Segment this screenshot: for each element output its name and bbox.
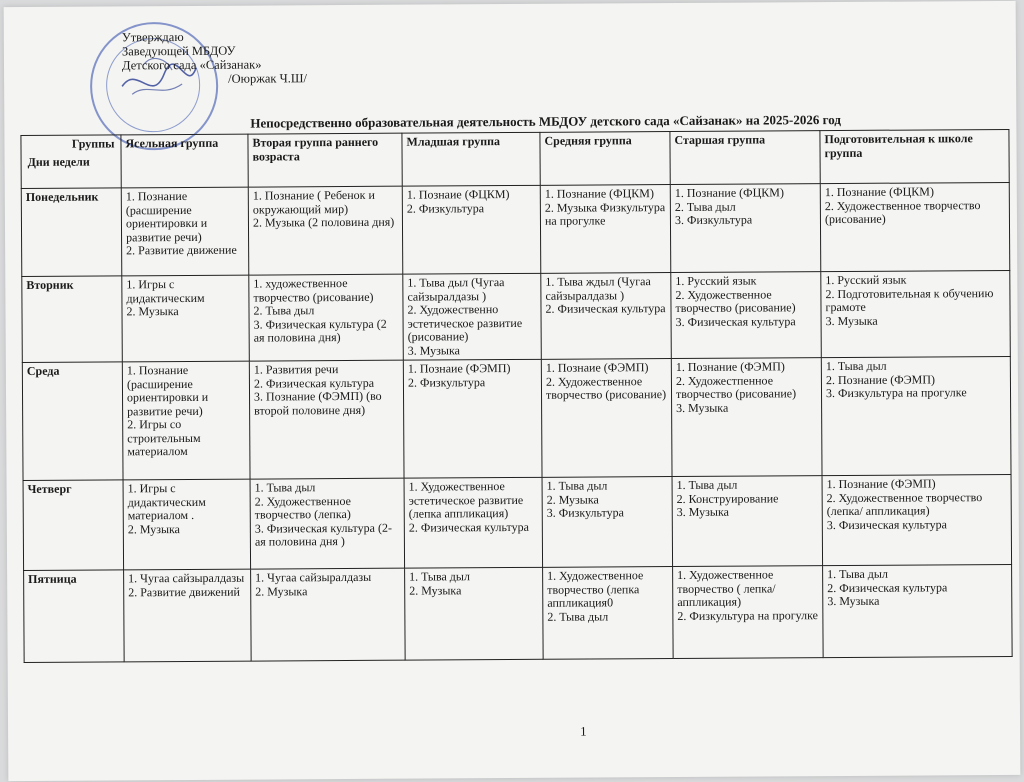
activity-item: 1. Тыва ждыл (Чугаа сайзыралдазы )	[545, 274, 651, 303]
activity-item: 3. Физкультура на прогулке	[825, 385, 967, 401]
activity-item: 1. Тыва дыл	[254, 480, 316, 495]
activity-item: 3. Музыка	[825, 313, 878, 328]
activity-cell	[122, 361, 250, 480]
activity-item: 1. Тыва дыл	[676, 477, 738, 492]
day-cell: Среда	[22, 362, 123, 481]
activity-item: 2. Познание (ФЭМП)	[825, 371, 936, 387]
activity-item: 2. Художественное творчество (рисование)	[675, 286, 796, 315]
activity-item: 2. Физкультура на прогулке	[677, 607, 819, 623]
group-header: Старшая группа	[670, 131, 820, 185]
activity-item: 2. Художестпенное творчество (рисование)	[675, 372, 797, 401]
activity-item: 2. Физкультура	[407, 374, 486, 390]
page-number: 1	[580, 723, 587, 739]
days-label: Дни недели	[27, 154, 90, 169]
activity-cell	[543, 567, 674, 660]
activity-cell	[123, 479, 251, 570]
activity-item: 2. Музыка (2 половина дня)	[252, 214, 395, 230]
activity-cell	[249, 274, 404, 361]
activity-item: 1. Художественное эстетическое развитие (лепка аппликация)	[408, 479, 524, 521]
group-header: Подготовительная к школе группа	[820, 129, 1009, 183]
approval-block	[122, 29, 307, 86]
activity-cell	[248, 186, 403, 275]
activity-item: 1. Чугаа сайзыралдазы	[128, 570, 245, 586]
groups-label: Группы	[71, 136, 115, 151]
group-header: Средняя группа	[540, 132, 670, 186]
activity-item: 1. Познание (ФЭМП)	[826, 476, 936, 492]
day-cell: Четверг	[23, 480, 124, 571]
activity-cell	[821, 356, 1011, 475]
activity-cell	[405, 567, 544, 660]
activity-item: 1. Познание (ФЦКМ)	[544, 186, 654, 201]
activity-cell	[670, 184, 821, 273]
activity-item: 2. Физическая культура	[827, 579, 948, 595]
activity-item: 2. Художественное творчество (рисование)	[545, 373, 667, 402]
corner-header-cell	[21, 135, 121, 189]
activity-item: 2. Физическая культура	[253, 375, 375, 391]
table-row	[24, 564, 1013, 662]
activity-item: 3. Познание (ФЭМП) (во второй половине дня)	[253, 388, 382, 418]
table-row	[23, 474, 1012, 570]
activity-item: 1. Познание (расширение ориентировки и развитие речи)	[125, 188, 208, 244]
activity-item: 1. Тыва дыл (Чугаа сайзыралдазы )	[407, 275, 505, 304]
activity-cell	[822, 474, 1012, 565]
activity-item: 2. Развитие движение	[126, 242, 237, 258]
group-header: Вторая группа раннего возраста	[248, 133, 402, 187]
document-page	[4, 1, 1021, 781]
activity-item: 1. Тыва дыл	[825, 358, 887, 374]
activity-item: 3. Музыка	[827, 593, 880, 609]
group-header: Ясельная группа	[121, 134, 248, 188]
activity-item: 1. Чугаа сайзыралдазы	[255, 569, 372, 585]
activity-item: 1. Художественное творчество (лепка аппликация0	[547, 568, 644, 610]
activity-item: 1. Познание (ФЭМП)	[675, 359, 785, 374]
activity-item: 2. Тыва дыл	[547, 608, 609, 624]
activity-cell	[671, 272, 822, 359]
activity-cell	[250, 478, 405, 569]
activity-cell	[403, 359, 542, 478]
activity-item: 2. Тыва дыл	[253, 303, 315, 318]
activity-item: 1. Познаие (ФЭМП)	[545, 360, 649, 375]
activity-item: 1. Познание (расширение ориентировки и развитие речи)	[126, 362, 209, 418]
activity-item: 1. Познаие (ФЭМП)	[407, 361, 511, 376]
activity-item: 3. Музыка	[676, 400, 729, 415]
activity-item: 3. Физическая культура	[826, 516, 947, 532]
activity-item: 3. Музыка	[676, 504, 729, 519]
schedule-body	[21, 182, 1012, 662]
activity-item: 3. Физическая культура (2 ая половина дня)	[253, 316, 387, 345]
activity-cell	[251, 568, 406, 661]
activity-item: 2. Музыка	[127, 521, 181, 536]
activity-item: 1. Тыва дыл	[827, 566, 888, 582]
activity-item: 1. Художественное творчество ( лепка/аппликация)	[677, 567, 776, 609]
activity-cell	[404, 477, 543, 568]
activity-item: 1. Познание (ФЦКМ)	[674, 185, 784, 201]
activity-cell	[673, 566, 824, 659]
activity-item: 3. Физическая культура (2-ая половина дня )	[254, 520, 392, 549]
activity-item: 1. Познаие (ФЦКМ)	[406, 187, 510, 202]
header-row	[21, 129, 1009, 188]
activity-item: 1. Тыва дыл	[546, 478, 608, 493]
activity-item: 2. Физическая культура	[408, 519, 529, 535]
table-row	[22, 270, 1011, 362]
activity-item: 1. художественное творчество (рисование)	[253, 276, 374, 305]
activity-item: 3. Физкультура	[546, 505, 624, 520]
activity-cell	[540, 185, 671, 274]
document-title: Непосредственно образовательная деятельность МБДОУ детского сада «Сайзанак» на 2025-2026 год	[250, 111, 841, 131]
activity-item: 1. Игры с дидактическим материалом .	[127, 481, 206, 523]
activity-cell	[542, 477, 673, 568]
activity-cell	[821, 270, 1011, 357]
activity-item: 2. Художественное творчество (лепка)	[254, 493, 351, 522]
day-cell: Вторник	[22, 276, 123, 363]
activity-item: 3. Физкультура	[674, 212, 753, 228]
activity-item: 2. Музыка	[255, 583, 308, 599]
activity-cell	[121, 187, 249, 276]
activity-cell	[122, 275, 250, 362]
activity-item: 2. Конструирование	[676, 490, 779, 506]
approval-line: Детского сада «Сайзанак»	[121, 57, 262, 73]
activity-item: 2. Развитие движений	[128, 584, 241, 599]
activity-item: 1. Познание ( Ребенок и окружающий мир)	[252, 187, 375, 217]
activity-item: 2. Тыва дыл	[674, 199, 736, 214]
activity-cell	[249, 360, 404, 479]
activity-cell	[403, 273, 542, 360]
activity-item: 2. Физическая культура	[545, 301, 666, 316]
approval-line: Заведующей МБДОУ	[121, 43, 236, 59]
activity-cell	[541, 273, 672, 360]
day-cell: Понедельник	[21, 188, 122, 277]
activity-item: 2. Художественное творчество (лепка/ аппликация)	[826, 489, 983, 519]
activity-item: 2. Физкультура	[406, 200, 485, 216]
activity-item: 1. Тыва дыл	[409, 569, 470, 584]
activity-item: 2. Подготовительная к обучению грамоте	[825, 285, 994, 315]
activity-cell	[671, 358, 822, 477]
day-cell: Пятница	[24, 570, 125, 663]
schedule-table	[20, 129, 1012, 663]
activity-item: 2. Музыка	[409, 582, 462, 598]
group-header: Младшая группа	[402, 132, 540, 186]
activity-item: 3. Музыка	[407, 342, 460, 358]
activity-item: 2. Музыка	[126, 304, 179, 319]
activity-item: 2. Художественное творчество (рисование)	[824, 197, 981, 227]
activity-item: 2. Музыка	[546, 491, 599, 507]
activity-item: 2. Музыка Физкультура на прогулке	[544, 199, 666, 228]
activity-cell	[672, 476, 823, 567]
activity-item: 1. Русский язык	[675, 273, 757, 289]
activity-item: 1. Познание (ФЦКМ)	[824, 184, 934, 200]
activity-item: 1. Игры с дидактическим	[126, 277, 205, 305]
activity-item: 1. Русский язык	[825, 272, 907, 288]
activity-item: 3. Физическая культура	[675, 313, 796, 329]
activity-cell	[823, 564, 1013, 657]
table-row	[21, 182, 1010, 276]
approval-signature-line: /Оюржак Ч.Ш/	[228, 71, 307, 86]
activity-item: 2. Художественно эстетическое развитие (рисование)	[407, 302, 523, 344]
approval-line: Утверждаю	[121, 29, 184, 45]
activity-cell	[541, 359, 672, 478]
activity-item: 1. Развития речи	[253, 362, 339, 377]
activity-item: 2. Игры со строительным материалом	[127, 417, 201, 459]
table-row	[22, 356, 1011, 480]
activity-cell	[124, 569, 252, 662]
activity-cell	[402, 185, 541, 274]
activity-cell	[820, 182, 1010, 271]
